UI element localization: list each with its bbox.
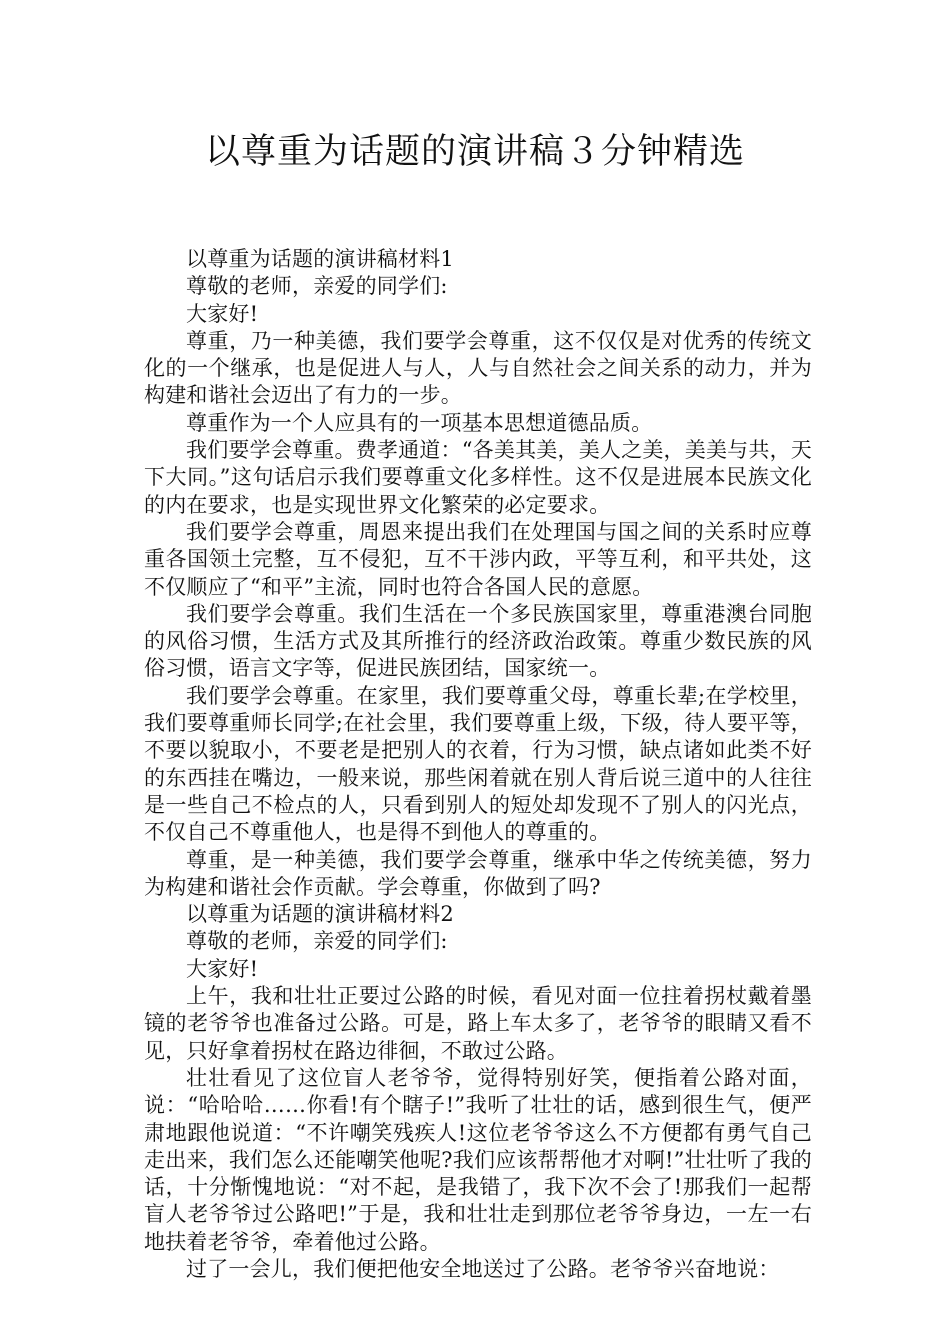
paragraph: 尊重作为一个人应具有的一项基本思想道德品质。 xyxy=(186,410,653,435)
paragraph: 上午，我和壮壮正要过公路的时候，看见对面一位拄着拐杖戴着墨镜的老爷爷也准备过公路。可是，路上车太多了，老爷爷的眼睛又看不见，只好拿着拐杖在路边徘徊，不敢过公路。 xyxy=(144,984,812,1063)
paragraph-salutation: 尊敬的老师，亲爱的同学们: xyxy=(186,274,448,299)
paragraph: 尊重，是一种美德，我们要学会尊重，继承中华之传统美德，努力为构建和谐社会作贡献。学会尊重，你做到了吗? xyxy=(144,847,812,899)
paragraph: 我们要学会尊重。我们生活在一个多民族国家里，尊重港澳台同胞的风俗习惯，生活方式及其所推行的经济政治政策。尊重少数民族的风俗习惯，语言文字等，促进民族团结，国家统一。 xyxy=(144,601,812,681)
paragraph: 我们要学会尊重，周恩来提出我们在处理国与国之间的关系时应尊重各国领土完整，互不侵犯，互不干涉内政，平等互利，和平共处，这不仅顺应了“和平”主流，同时也符合各国人民的意愿。 xyxy=(144,519,812,599)
paragraph: 壮壮看见了这位盲人老爷爷，觉得特别好笑，便指着公路对面，说：“哈哈哈……你看!有个瞎子!”我听了壮壮的话，感到很生气，便严肃地跟他说道：“不许嘲笑残疾人!这位老爷爷这么不方便都有勇气自己走出来，我们怎么还能嘲笑他呢?我们应该帮帮他才对啊!”壮壮听了我的话，十分惭愧地说：“对不起，是我错了，我下次不会了!那我们一起帮盲人老爷爷过公路吧!”于是，我和壮壮走到那位老爷爷身边，一左一右地扶着老爷爷，牵着他过公路。 xyxy=(144,1065,812,1254)
paragraph-greeting: 大家好! xyxy=(186,956,259,981)
document-title: 以尊重为话题的演讲稿３分钟精选 xyxy=(204,132,745,172)
paragraph-greeting: 大家好! xyxy=(186,301,259,326)
paragraph: 我们要学会尊重。费孝通道：“各美其美，美人之美，美美与共，天下大同。”这句话启示我们要尊重文化多样性。这不仅是进展本民族文化的内在要求，也是实现世界文化繁荣的必定要求。 xyxy=(144,438,812,517)
paragraph-salutation: 尊敬的老师，亲爱的同学们: xyxy=(186,929,448,954)
paragraph-section-heading: 以尊重为话题的演讲稿材料1 xyxy=(186,247,454,271)
paragraph: 尊重，乃一种美德，我们要学会尊重，这不仅仅是对优秀的传统文化的一个继承，也是促进人与人，人与自然社会之间关系的动力，并为构建和谐社会迈出了有力的一步。 xyxy=(144,328,812,408)
paragraph-section-heading: 以尊重为话题的演讲稿材料2 xyxy=(186,902,454,927)
document-body xyxy=(144,246,812,1283)
paragraph: 我们要学会尊重。在家里，我们要尊重父母，尊重长辈;在学校里，我们要尊重师长同学;在社会里，我们要尊重上级，下级，待人要平等，不要以貌取小，不要老是把别人的衣着，行为习惯，缺点诸如此类不好的东西挂在嘴边，一般来说，那些闲着就在别人背后说三道中的人往往是一些自己不检点的人，只看到别人的短处却发现不了别人的闪光点，不仅自己不尊重他人，也是得不到他人的尊重的。 xyxy=(144,683,812,845)
paragraph: 过了一会儿，我们便把他安全地送过了公路。老爷爷兴奋地说： xyxy=(186,1256,780,1281)
